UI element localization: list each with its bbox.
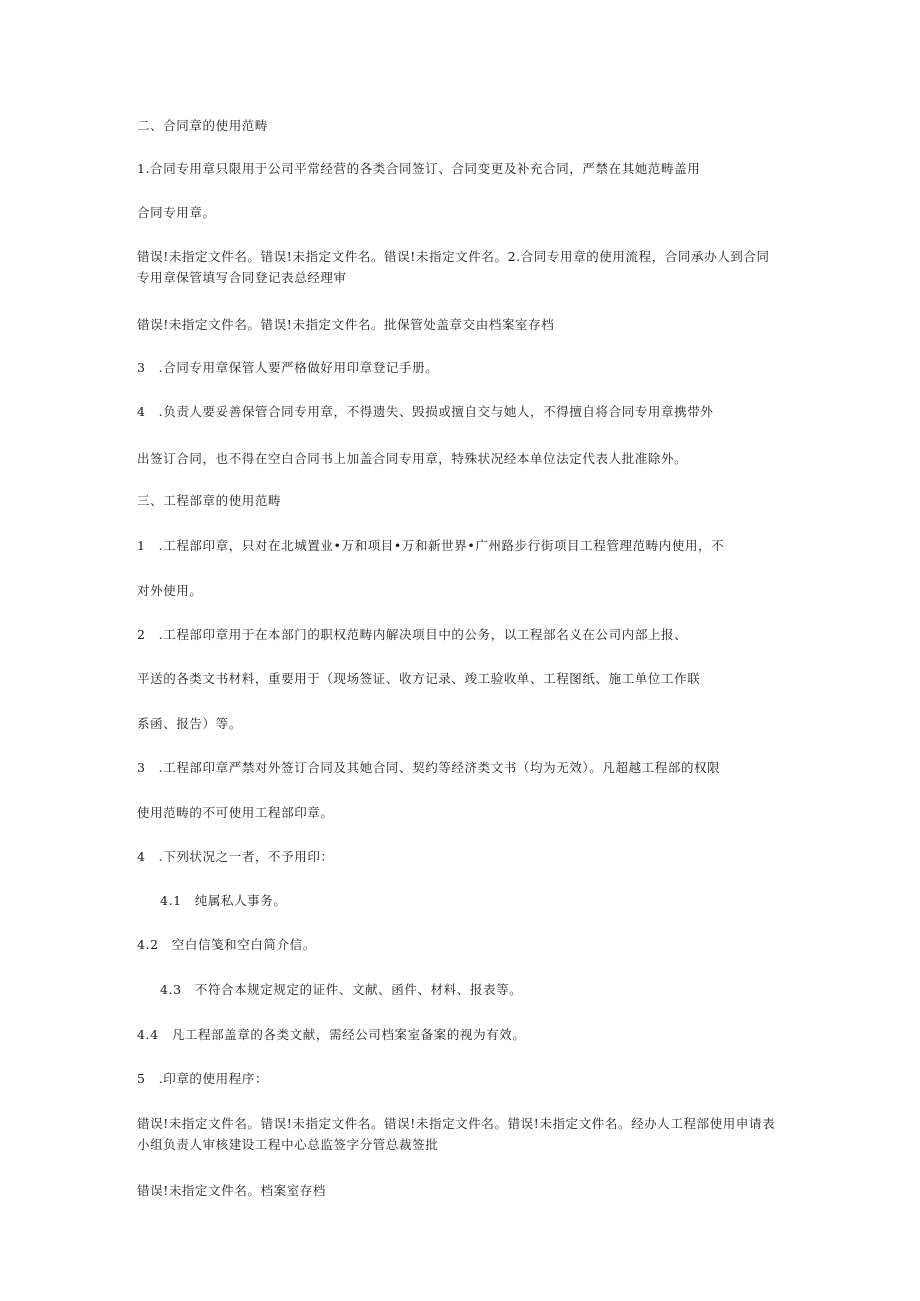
paragraph-line: 对外使用。 bbox=[137, 583, 203, 598]
paragraph-line: 系函、报告）等。 bbox=[137, 716, 242, 731]
paragraph-line: 错误!未指定文件名。错误!未指定文件名。错误!未指定文件名。2.合同专用章的使用流程，合同承办人到合同专用章保管填写合同登记表总经理审 bbox=[137, 249, 770, 285]
paragraph-line: 4 .负责人要妥善保管合同专用章，不得遗失、毁损或擅自交与她人，不得擅自将合同专用章携带外 bbox=[137, 404, 714, 419]
paragraph-line: 2 .工程部印章用于在本部门的职权范畴内解决项目中的公务，以工程部名义在公司内部上报、 bbox=[137, 627, 688, 642]
list-item-4-2: 4.2 空白信笺和空白简介信。 bbox=[137, 937, 316, 952]
paragraph-line: 错误!未指定文件名。档案室存档 bbox=[137, 1183, 327, 1198]
paragraph-line: 3 .合同专用章保管人要严格做好用印章登记手册。 bbox=[137, 360, 439, 375]
section-heading-engineering-seal: 三、工程部章的使用范畴 bbox=[137, 493, 282, 508]
list-item-4-3: 4.3 不符合本规定规定的证件、文献、函件、材料、报表等。 bbox=[160, 982, 523, 997]
paragraph-line: 5 .印章的使用程序： bbox=[137, 1071, 269, 1086]
list-item-4-1: 4.1 纯属私人事务。 bbox=[160, 893, 287, 908]
paragraph-line: 出签订合同，也不得在空白合同书上加盖合同专用章，特殊状况经本单位法定代表人批准除外。 bbox=[137, 451, 688, 466]
paragraph-line: 错误!未指定文件名。错误!未指定文件名。错误!未指定文件名。错误!未指定文件名。经办人工程部使用申请表小组负责人审核建设工程中心总监签字分管总裁签批 bbox=[137, 1116, 776, 1152]
paragraph-line: 1.合同专用章只限用于公司平常经营的各类合同签订、合同变更及补充合同，严禁在其她范畴盖用 bbox=[137, 161, 701, 176]
paragraph-line: 合同专用章。 bbox=[137, 205, 216, 220]
paragraph-line: 错误!未指定文件名。错误!未指定文件名。批保管处盖章交由档案室存档 bbox=[137, 317, 555, 332]
paragraph-line: 3 .工程部印章严禁对外签订合同及其她合同、契约等经济类文书（均为无效）。凡超越工程部的权限 bbox=[137, 760, 721, 775]
paragraph-line: 使用范畴的不可使用工程部印章。 bbox=[137, 805, 334, 820]
list-item-4-4: 4.4 凡工程部盖章的各类文献，需经公司档案室备案的视为有效。 bbox=[137, 1027, 526, 1042]
paragraph-line: 4 .下列状况之一者，不予用印： bbox=[137, 849, 334, 864]
paragraph-line: 1 .工程部印章，只对在北城置业•万和项目•万和新世界•广州路步行街项目工程管理范畴内使用，不 bbox=[137, 538, 725, 553]
section-heading-contract-seal: 二、合同章的使用范畴 bbox=[137, 118, 269, 133]
paragraph-line: 平送的各类文书材料，重要用于（现场签证、收方记录、竣工验收单、工程图纸、施工单位工作联 bbox=[137, 671, 701, 686]
